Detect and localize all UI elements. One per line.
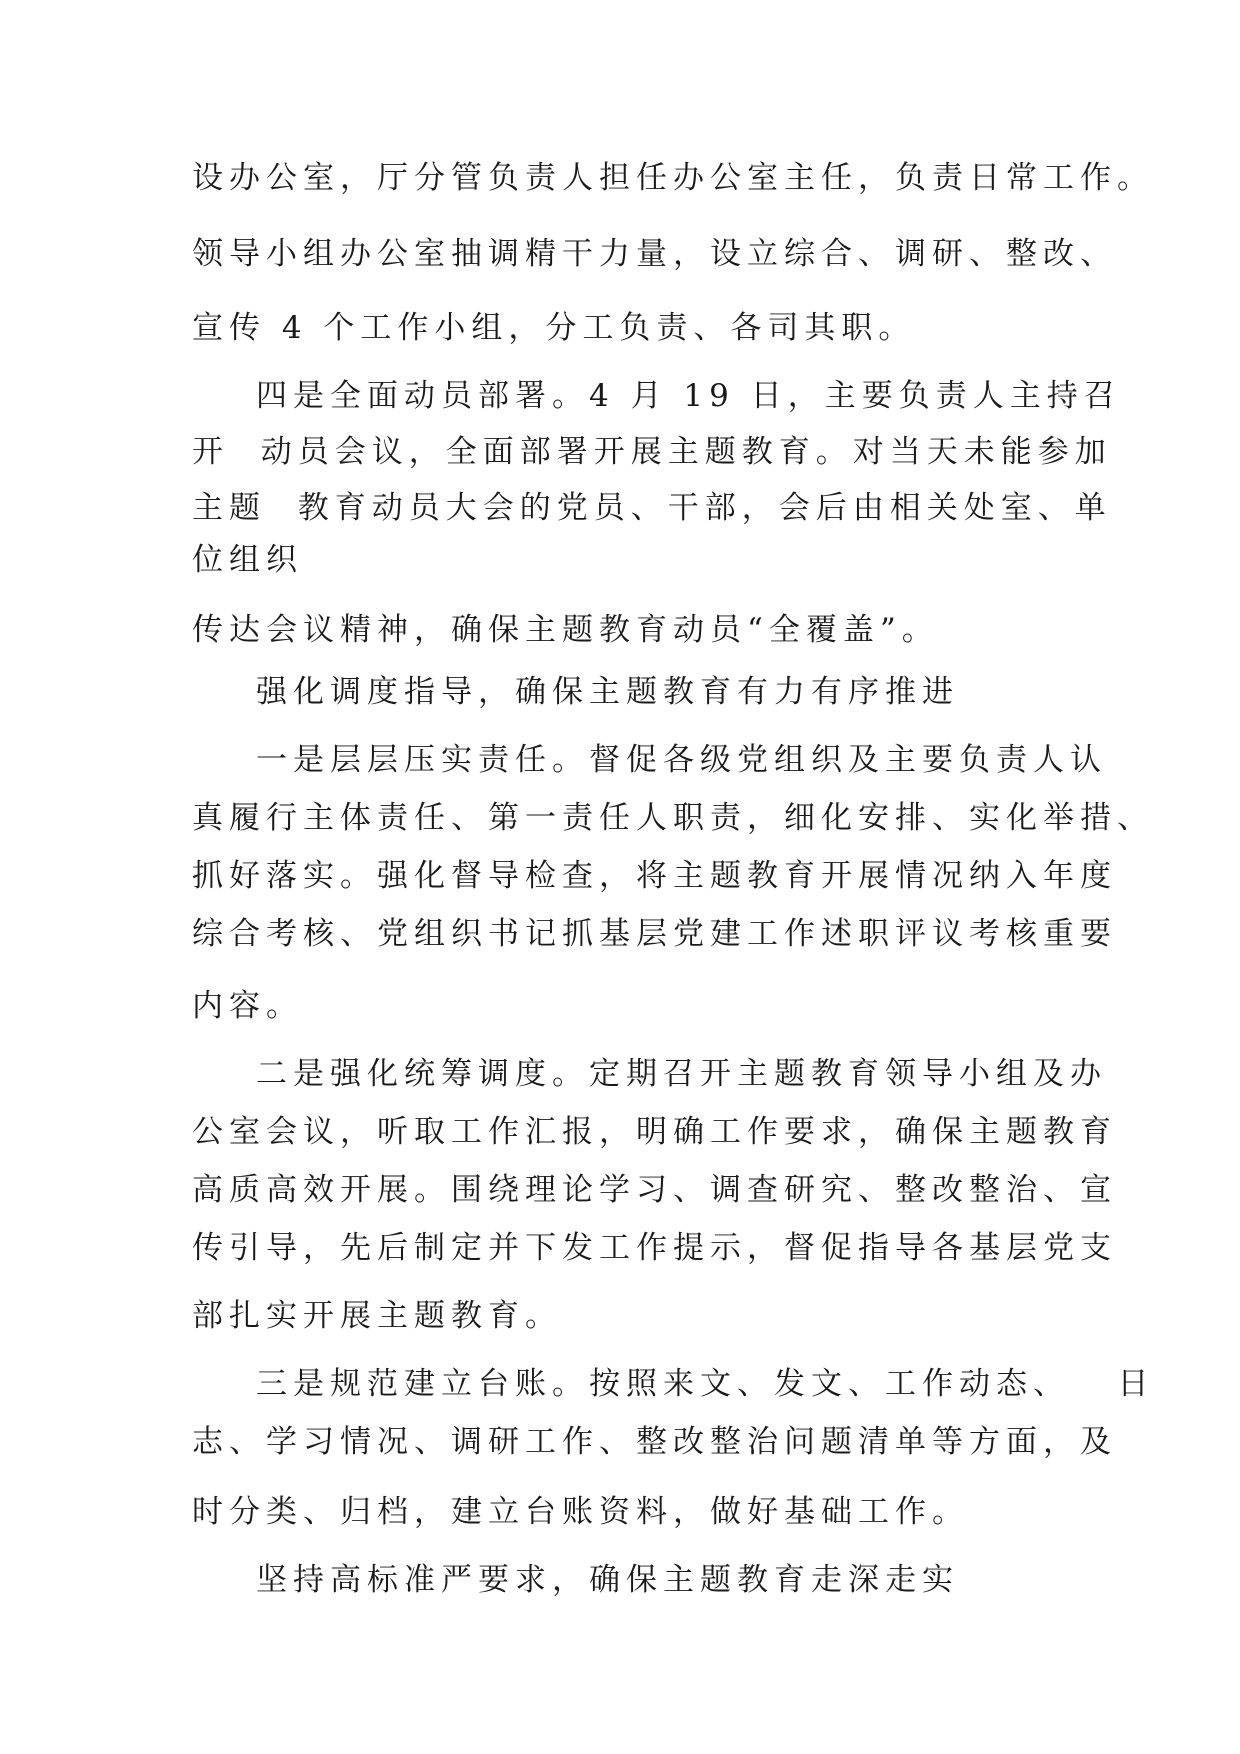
text-line: 公室会议，听取工作汇报，明确工作要求，确保主题教育 <box>192 1114 1117 1150</box>
text-line: 开 动员会议，全面部署开展主题教育。对当天未能参加 <box>192 434 1112 470</box>
text-line: 宣传 4 个工作小组，分工负责、各司其职。 <box>192 310 916 346</box>
text-line: 志、学习情况、调研工作、整改整治问题清单等方面，及 <box>192 1424 1117 1460</box>
text-line: 抓好落实。强化督导检查，将主题教育开展情况纳入年度 <box>192 858 1117 894</box>
text-line: 真履行主体责任、第一责任人职责，细化安排、实化举措、 <box>192 800 1154 836</box>
paragraph-start-line: 三是规范建立台账。按照来文、发文、工作动态、 日 <box>256 1366 1155 1402</box>
text-line: 位组织 <box>192 542 303 578</box>
text-line: 主题 教育动员大会的党员、干部，会后由相关处室、单 <box>192 490 1112 526</box>
text-line: 内容。 <box>192 988 303 1024</box>
paragraph-start-line: 四是全面动员部署。4 月 19 日，主要负责人主持召 <box>256 378 1121 414</box>
section-heading: 坚持高标准严要求，确保主题教育走深走实 <box>256 1562 959 1598</box>
text-line: 时分类、归档，建立台账资料，做好基础工作。 <box>192 1494 969 1530</box>
text-line: 设办公室，厅分管负责人担任办公室主任，负责日常工作。 <box>192 160 1154 196</box>
text-line: 高质高效开展。围绕理论学习、调查研究、整改整治、宣 <box>192 1172 1117 1208</box>
text-line: 传引导，先后制定并下发工作提示，督促指导各基层党支 <box>192 1230 1117 1266</box>
paragraph-start-line: 二是强化统筹调度。定期召开主题教育领导小组及办 <box>256 1056 1107 1092</box>
paragraph-start-line: 一是层层压实责任。督促各级党组织及主要负责人认 <box>256 742 1107 778</box>
text-line: 部扎实开展主题教育。 <box>192 1298 562 1334</box>
text-line: 传达会议精神，确保主题教育动员“全覆盖”。 <box>192 612 939 648</box>
section-heading: 强化调度指导，确保主题教育有力有序推进 <box>256 674 959 710</box>
text-line: 综合考核、党组织书记抓基层党建工作述职评议考核重要 <box>192 916 1117 952</box>
text-line: 领导小组办公室抽调精干力量，设立综合、调研、整改、 <box>192 236 1117 272</box>
